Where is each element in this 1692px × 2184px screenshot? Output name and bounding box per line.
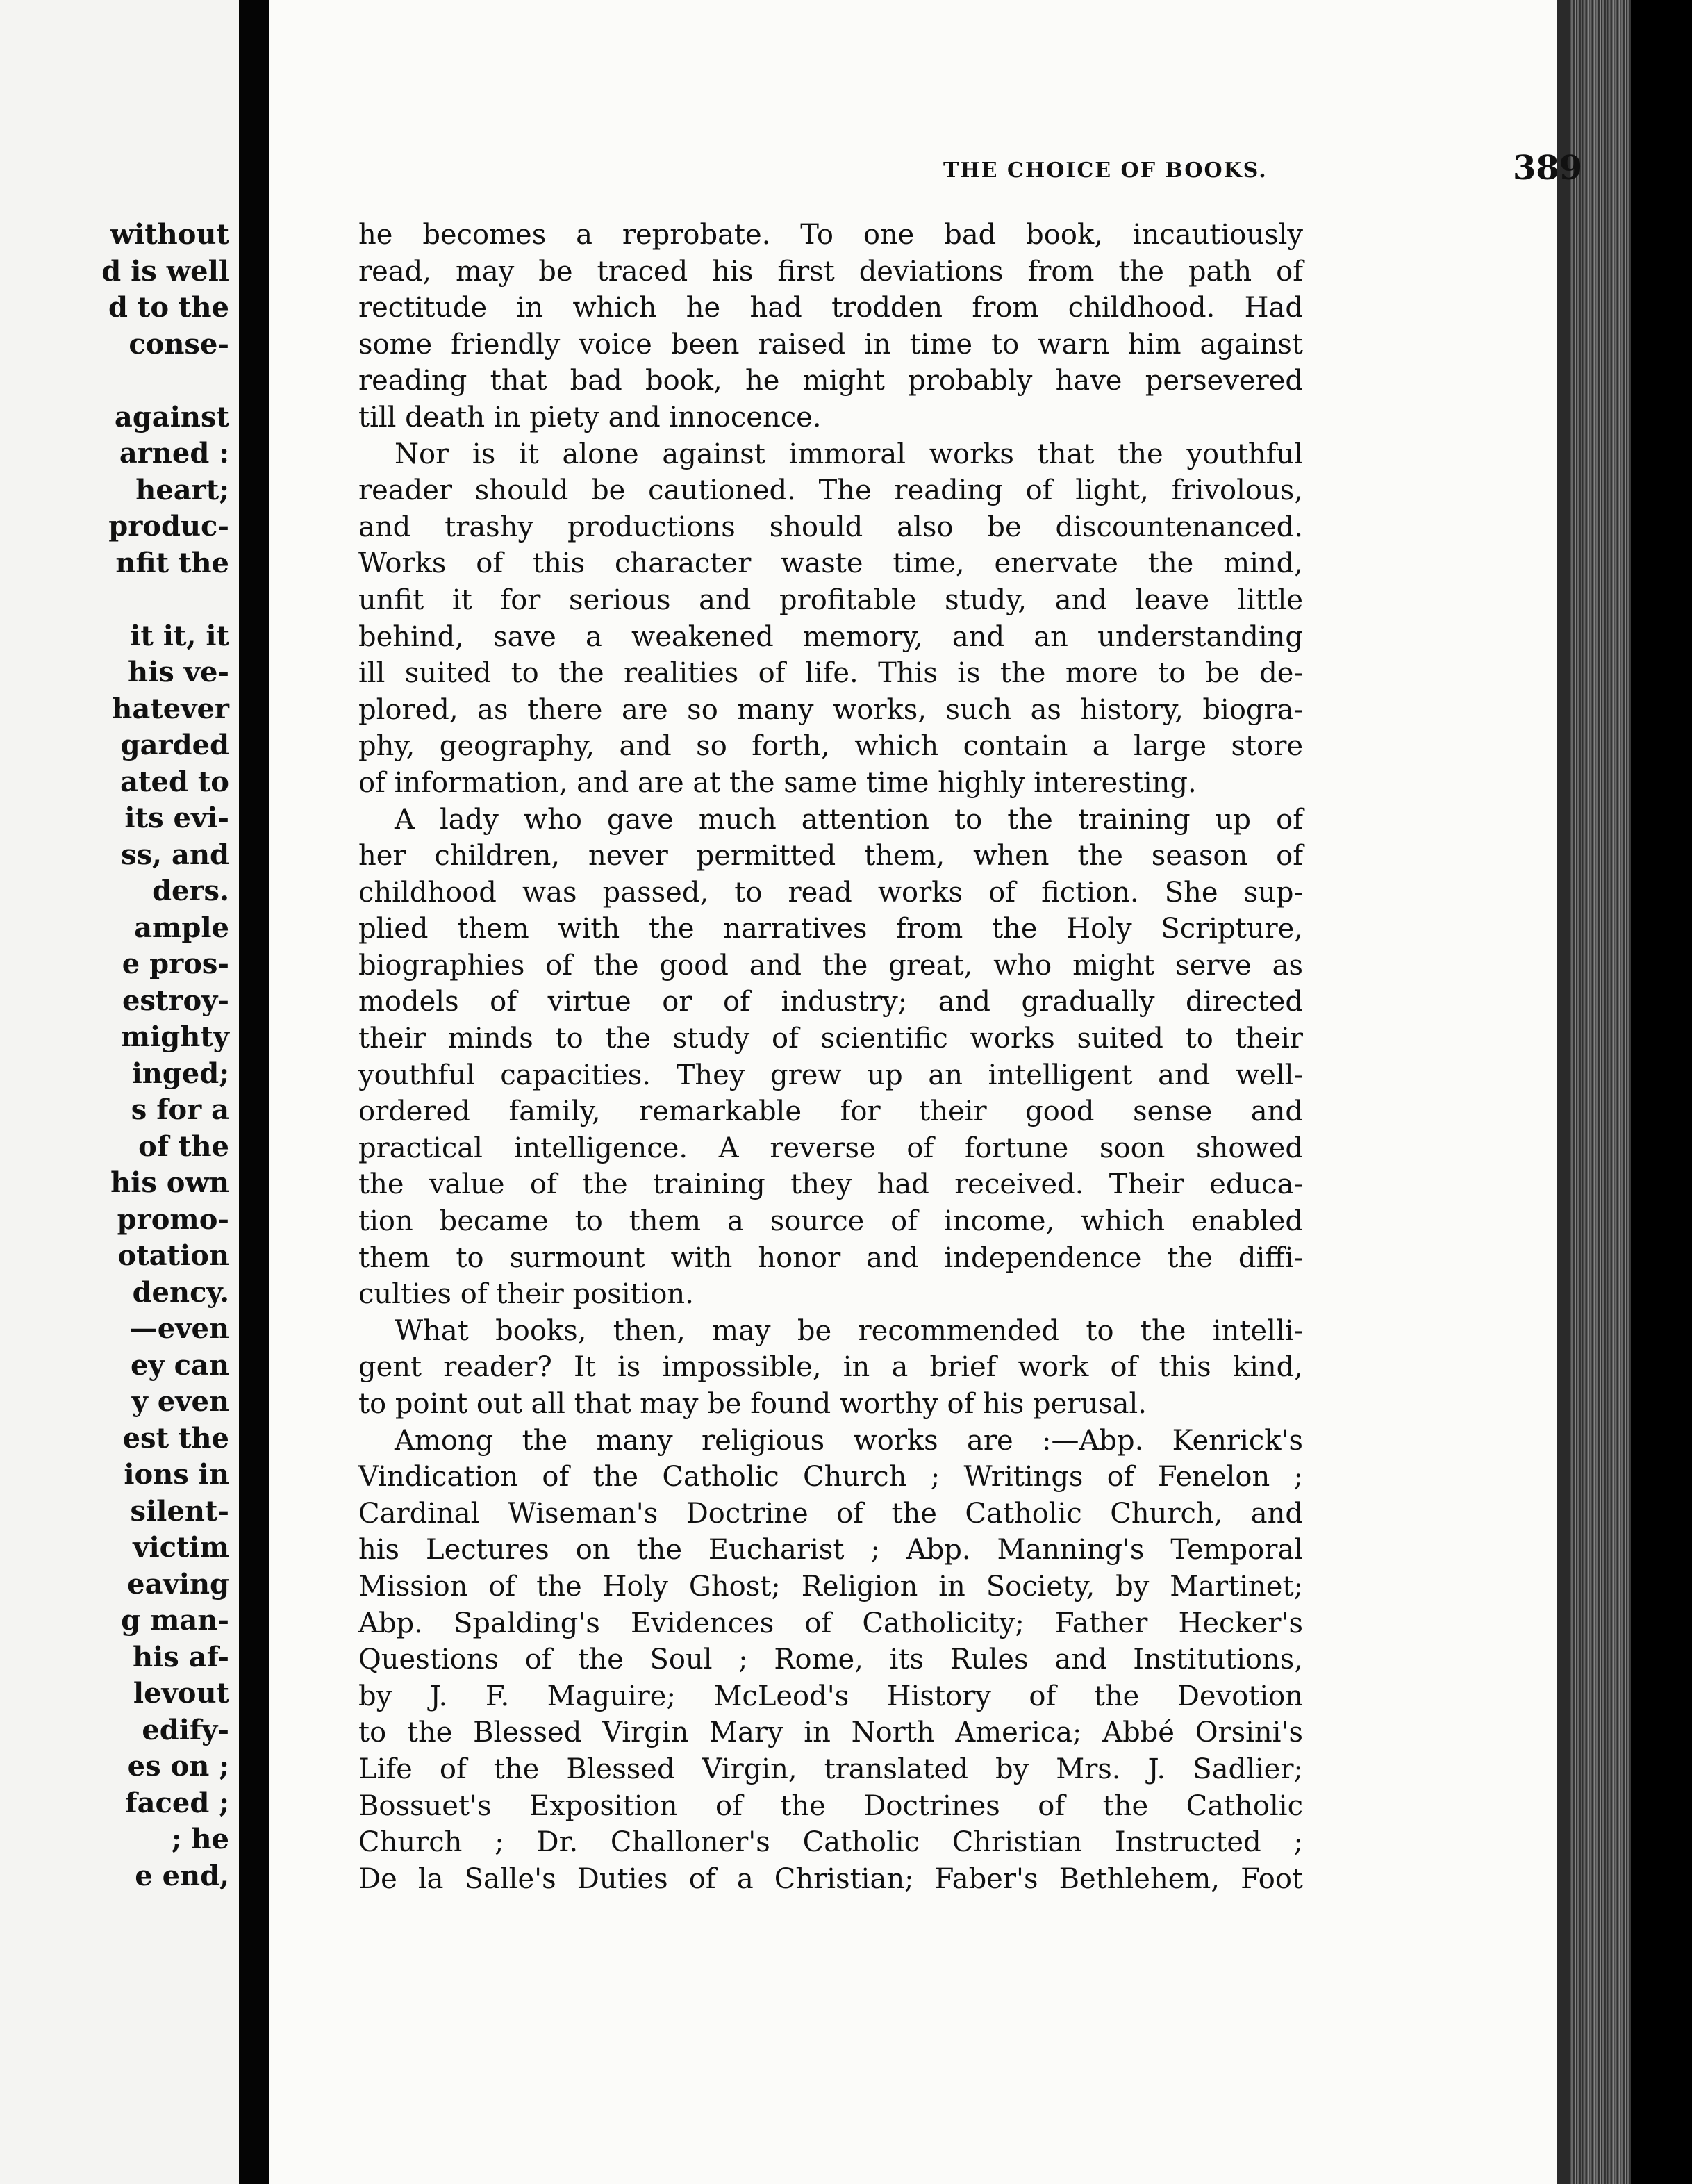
text-line: ill suited to the realities of life. This is the more to be de- [358,657,1303,690]
text-line: he becomes a reprobate. To one bad book, incautiously [358,219,1303,251]
left-page-fragment: ions in [124,1458,229,1491]
left-page-fragment: faced ; [125,1786,229,1819]
left-page-fragment: dency. [132,1275,229,1309]
left-page-fragment: ated to [120,765,229,798]
left-page-fragment [0,363,229,399]
running-title: THE CHOICE OF BOOKS. [943,158,1268,183]
left-page-fragment: conse- [128,327,229,361]
page-edge-shadow [1557,0,1570,2184]
book-gutter [239,0,269,2184]
left-page-fragment: it it, it [130,619,229,652]
left-page-fragment: against [114,400,229,433]
text-line: Vindication of the Catholic Church ; Writings of Fenelon ; [358,1461,1303,1494]
text-line: to the Blessed Virgin Mary in North America; Abbé Orsini's [358,1716,1303,1749]
text-line: his Lectures on the Eucharist ; Abp. Manning's Temporal [358,1534,1303,1566]
left-page-fragment: garded [120,729,229,761]
text-line: Among the many religious works are :—Abp. Kenrick's [395,1424,1303,1457]
text-line: What books, then, may be recommended to the intelli- [395,1314,1303,1347]
left-page-fragment: eaving [127,1567,229,1600]
left-page-fragment: heart; [135,473,229,506]
left-page-fragment: ss, and [121,838,229,871]
text-line: till death in piety and innocence. [358,401,822,433]
left-page-fragment: nfit the [115,546,229,579]
text-line: models of virtue or of industry; and gradually directed [358,986,1303,1018]
text-line: Works of this character waste time, enervate the mind, [358,547,1303,580]
left-page-fragment: e pros- [122,948,229,980]
left-page-text-fragments [0,217,229,1894]
left-page-fragment: inged; [131,1057,229,1090]
text-line: Nor is it alone against immoral works that the youthful [395,438,1303,470]
left-page-fragment: e end, [135,1859,229,1892]
left-page-fragment: promo- [117,1202,229,1236]
text-line: A lady who gave much attention to the training up of [395,803,1303,836]
text-line: unfit it for serious and profitable study, and leave little [358,584,1303,616]
left-page-fragment: estroy- [122,984,229,1017]
left-page-fragment: d to the [108,291,229,324]
text-line: plored, as there are so many works, such as history, biogra- [358,693,1303,726]
left-page-fragment: otation [117,1239,229,1272]
left-page-fragment: arned : [119,437,229,470]
text-line: Questions of the Soul ; Rome, its Rules and Institutions, [358,1644,1303,1676]
left-page-fragment: g man- [121,1604,229,1637]
left-page-fragment: his af- [132,1640,229,1673]
left-page-fragment: ; he [171,1823,229,1855]
left-page-fragment: mighty [120,1020,229,1053]
page-header [672,149,1583,197]
text-line: culties of their position. [358,1278,694,1311]
text-line: biographies of the good and the great, who might serve as [358,949,1303,982]
text-line: plied them with the narratives from the Holy Scripture, [358,913,1303,945]
left-page-fragment: its evi- [124,802,229,834]
left-page-fragment: s for a [131,1093,229,1126]
text-line: them to surmount with honor and independence the diffi- [358,1241,1303,1274]
page-edges [1570,0,1631,2184]
text-line: youthful capacities. They grew up an intelligent and well- [358,1059,1303,1091]
text-line: Abp. Spalding's Evidences of Catholicity; Father Hecker's [358,1607,1303,1639]
left-page-fragment: his own [110,1166,229,1199]
text-line: behind, save a weakened memory, and an understanding [358,620,1303,653]
text-line: Church ; Dr. Challoner's Catholic Christian Instructed ; [358,1826,1303,1859]
text-line: childhood was passed, to read works of fiction. She sup- [358,876,1303,909]
left-page-fragment: levout [133,1677,229,1710]
text-line: Life of the Blessed Virgin, translated by Mrs. J. Sadlier; [358,1753,1303,1785]
text-line: Mission of the Holy Ghost; Religion in Society, by Martinet; [358,1570,1303,1603]
left-page-fragment: y even [131,1385,229,1418]
text-line: phy, geography, and so forth, which contain a large store [358,730,1303,763]
text-line: ordered family, remarkable for their good sense and [358,1095,1303,1128]
text-line: their minds to the study of scientific works suited to their [358,1023,1303,1055]
text-line: to point out all that may be found worthy of his perusal. [358,1388,1147,1420]
left-page-fragment: ders. [152,875,229,907]
left-page-fragment: d is well [101,254,229,288]
left-page-fragment: —even [129,1312,229,1345]
page-number: 389 [1513,149,1583,188]
left-page-fragment: hatever [112,692,229,725]
text-line: her children, never permitted them, when the season of [358,840,1303,872]
body-text [358,217,1303,1897]
left-page-fragment: produc- [108,510,229,543]
left-page-fragment: est the [122,1421,229,1455]
text-line: Bossuet's Exposition of the Doctrines of the Catholic [358,1789,1303,1822]
text-line: practical intelligence. A reverse of fortune soon showed [358,1132,1303,1164]
left-page-fragment: ey can [131,1348,229,1382]
left-page-fragment: es on ; [127,1750,229,1782]
left-page-fragment: his ve- [127,656,229,688]
text-line: of information, and are at the same time highly interesting. [358,766,1197,799]
text-line: reader should be cautioned. The reading of light, frivolous, [358,474,1303,507]
text-line: the value of the training they had received. Their educa- [358,1168,1303,1201]
left-page-fragment: edify- [142,1713,229,1746]
text-line: De la Salle's Duties of a Christian; Faber's Bethlehem, Foot [358,1862,1303,1895]
text-line: reading that bad book, he might probably have persevered [358,365,1303,397]
left-facing-page [0,0,239,2184]
text-line: some friendly voice been raised in time to warn him against [358,328,1303,361]
text-line: and trashy productions should also be discountenanced. [358,511,1303,543]
text-line: gent reader? It is impossible, in a brief work of this kind, [358,1351,1303,1384]
left-page-fragment [0,581,229,618]
text-line: rectitude in which he had trodden from childhood. Had [358,292,1303,324]
left-page-fragment: without [110,218,229,251]
left-page-fragment: of the [138,1130,229,1163]
left-page-fragment: victim [133,1531,229,1564]
text-line: read, may be traced his first deviations from the path of [358,255,1303,288]
left-page-fragment: ample [134,911,229,944]
text-line: tion became to them a source of income, which enabled [358,1205,1303,1238]
text-line: by J. F. Maguire; McLeod's History of the Devotion [358,1680,1303,1712]
left-page-fragment: silent- [130,1494,229,1528]
text-line: Cardinal Wiseman's Doctrine of the Catholic Church, and [358,1497,1303,1530]
